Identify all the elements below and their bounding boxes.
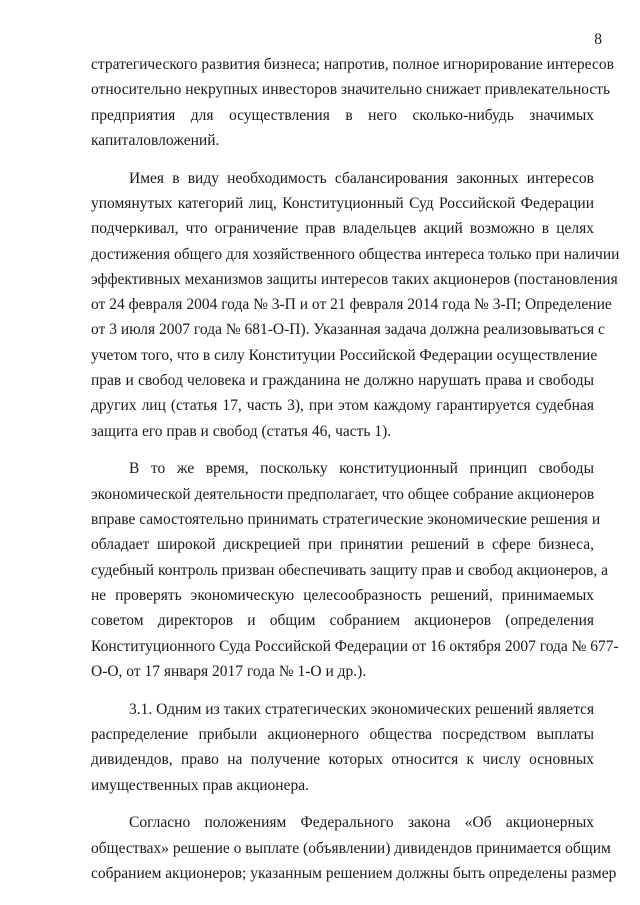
document-body bbox=[91, 52, 620, 886]
text-line: обществах» решение о выплате (объявлении) дивидендов принимается общим bbox=[91, 839, 611, 857]
text-line: защита его прав и свобод (статья 46, часть 1). bbox=[91, 422, 392, 440]
text-line: распределение прибыли акционерного общества посредством выплаты bbox=[91, 725, 594, 743]
paragraph-gap bbox=[91, 798, 594, 811]
text-line: Конституционного Суда Российской Федерации от 16 октября 2007 года № 677- bbox=[91, 637, 619, 655]
text-line: от 3 июля 2007 года № 681-О-П). Указанная задача должна реализовываться с bbox=[91, 321, 605, 339]
text-line: учетом того, что в силу Конституции Российской Федерации осуществление bbox=[91, 346, 598, 364]
paragraph bbox=[91, 166, 620, 444]
paragraph bbox=[91, 810, 617, 886]
text-line: дивидендов, право на получение которых относится к числу основных bbox=[91, 751, 594, 769]
text-line: от 24 февраля 2004 года № 3-П и от 21 февраля 2014 года № 3-П; Определение bbox=[91, 296, 612, 314]
text-line: не проверять экономическую целесообразность решений, принимаемых bbox=[91, 586, 594, 604]
text-line: собранием акционеров; указанным решением должны быть определены размер bbox=[91, 864, 617, 882]
text-line: 3.1. Одним из таких стратегических экономических решений является bbox=[129, 700, 595, 718]
text-line: В то же время, поскольку конституционный принцип свободы bbox=[129, 460, 594, 478]
text-line: Имея в виду необходимость сбалансирования законных интересов bbox=[129, 169, 594, 187]
paragraph-gap bbox=[91, 153, 594, 166]
text-line: предприятия для осуществления в него сколько-нибудь значимых bbox=[91, 106, 594, 124]
paragraph bbox=[91, 697, 594, 798]
text-line: подчеркивал, что ограничение прав владельцев акций возможно в целях bbox=[91, 220, 594, 238]
text-line: экономической деятельности предполагает, что общее собрание акционеров bbox=[91, 485, 595, 503]
text-line: советом директоров и общим собранием акционеров (определения bbox=[91, 612, 594, 630]
paragraph bbox=[91, 52, 614, 153]
text-line: упомянутых категорий лиц, Конституционный Суд Российской Федерации bbox=[91, 194, 594, 212]
text-line: О-О, от 17 января 2017 года № 1-О и др.). bbox=[91, 662, 367, 680]
text-line: судебный контроль призван обеспечивать защиту прав и свобод акционеров, а bbox=[91, 561, 608, 579]
paragraph-gap bbox=[91, 444, 594, 457]
text-line: имущественных прав акционера. bbox=[91, 776, 309, 794]
text-line: обладает широкой дискрецией при принятии решений в сфере бизнеса, bbox=[91, 536, 594, 554]
text-line: других лиц (статья 17, часть 3), при этом каждому гарантируется судебная bbox=[91, 397, 594, 415]
paragraph-gap bbox=[91, 684, 594, 697]
text-line: вправе самостоятельно принимать стратегические экономические решения и bbox=[91, 511, 601, 529]
text-line: относительно некрупных инвесторов значительно снижает привлекательность bbox=[91, 81, 611, 99]
text-line: достижения общего для хозяйственного общества интереса только при наличии bbox=[91, 245, 620, 263]
text-line: Согласно положениям Федерального закона «Об акционерных bbox=[129, 814, 594, 832]
text-line: стратегического развития бизнеса; напротив, полное игнорирование интересов bbox=[91, 56, 614, 73]
text-line: эффективных механизмов защиты интересов таких акционеров (постановления bbox=[91, 270, 618, 288]
paragraph bbox=[91, 456, 619, 684]
page-number: 8 bbox=[594, 31, 602, 48]
text-line: капиталовложений. bbox=[91, 131, 220, 149]
text-line: прав и свобод человека и гражданина не должно нарушать права и свободы bbox=[91, 372, 594, 390]
